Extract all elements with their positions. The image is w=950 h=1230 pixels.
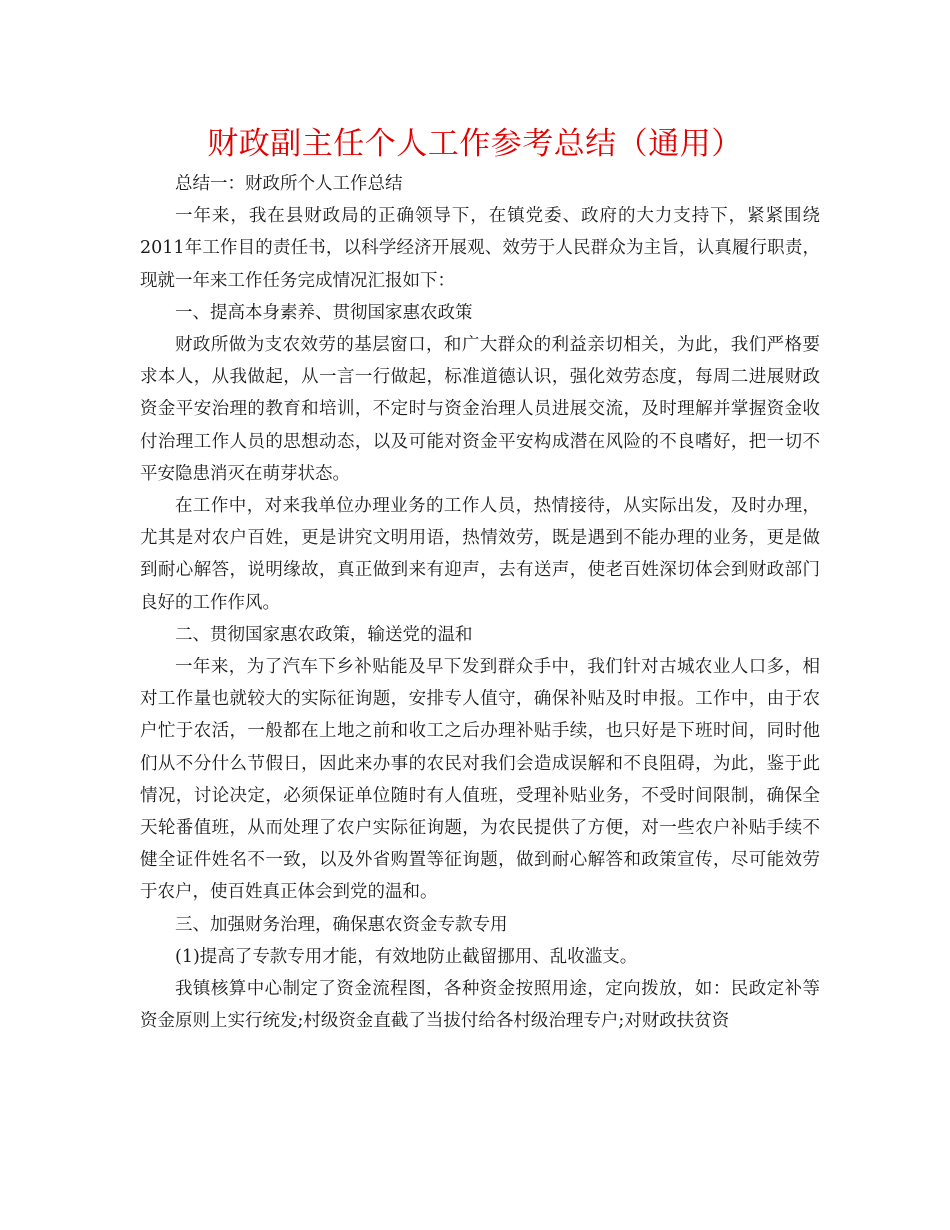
- paragraph: 一年来，为了汽车下乡补贴能及早下发到群众手中，我们针对古城农业人口多，相对工作量也就较大的实际征询题，安排专人值守，确保补贴及时申报。工作中，由于农户忙于农活，一般都在上地之前和收工之后办理补贴手续，也只好是下班时间，同时他们从不分什么节假日，因此来办事的农民对我们会造成误解和不良阻碍，为此，鉴于此情况，讨论决定，必须保证单位随时有人值班，受理补贴业务，不受时间限制，确保全天轮番值班，从而处理了农户实际征询题，为农民提供了方便，对一些农户补贴手续不健全证件姓名不一致，以及外省购置等征询题，做到耐心解答和政策宣传，尽可能效劳于农户，使百姓真正体会到党的温和。: [140, 657, 820, 903]
- section-heading-2: 二、贯彻国家惠农政策，输送党的温和: [175, 624, 473, 645]
- section-heading-3: 三、加强财务治理，确保惠农资金专款专用: [175, 914, 508, 935]
- paragraph-summary-heading: 总结一：财政所个人工作总结: [175, 174, 403, 194]
- document-body: [140, 168, 820, 1037]
- section-heading-1: 一、提高本身素养、贯彻国家惠农政策: [175, 302, 473, 323]
- paragraph-intro: 一年来，我在县财政局的正确领导下，在镇党委、政府的大力支持下，紧紧围绕2011年工作目的责任书，以科学经济开展观、效劳于人民群众为主旨，认真履行职责，现就一年来工作任务完成情况汇报如下：: [140, 206, 820, 291]
- paragraph: 我镇核算中心制定了资金流程图，各种资金按照用途，定向拨放，如：民政定补等资金原则上实行统发;村级资金直截了当拔付给各村级治理专户;对财政扶贫资: [140, 979, 820, 1032]
- paragraph: 在工作中，对来我单位办理业务的工作人员，热情接待，从实际出发，及时办理，尤其是对农户百姓，更是讲究文明用语，热情效劳，既是遇到不能办理的业务，更是做到耐心解答，说明缘故，真正做到来有迎声，去有送声，使老百姓深切体会到财政部门良好的工作作风。: [140, 496, 820, 613]
- sub-heading-1: (1)提高了专款专用才能，有效地防止截留挪用、乱收滥支。: [175, 946, 638, 967]
- paragraph: 财政所做为支农效劳的基层窗口，和广大群众的利益亲切相关，为此，我们严格要求本人，从我做起，从一言一行做起，标准道德认识，强化效劳态度，每周二进展财政资金平安治理的教育和培训，不定时与资金治理人员进展交流，及时理解并掌握资金收付治理工作人员的思想动态，以及可能对资金平安构成潜在风险的不良嗜好，把一切不平安隐患消灭在萌芽状态。: [140, 335, 820, 484]
- document-title: 财政副主任个人工作参考总结（通用）: [207, 126, 743, 162]
